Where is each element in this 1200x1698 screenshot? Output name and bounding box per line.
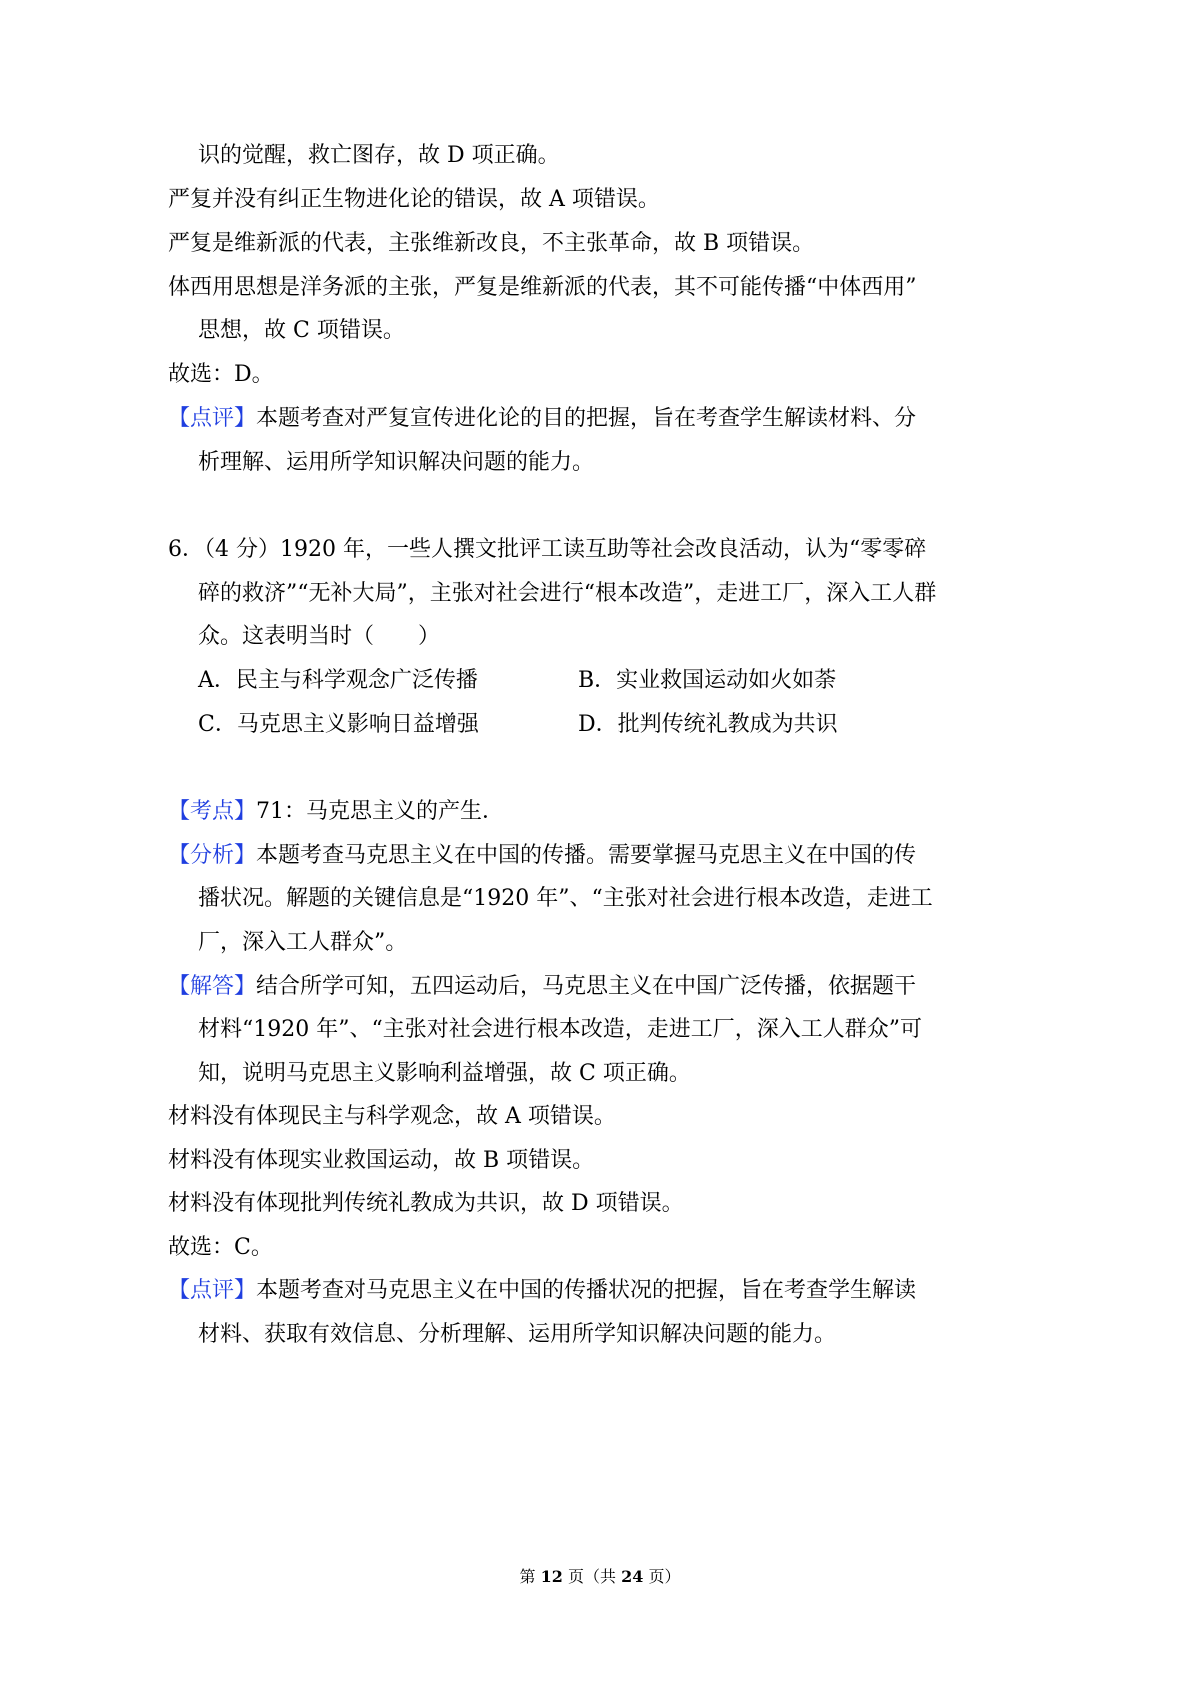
answer-line3: 知，说明马克思主义影响利益增强，故 C 项正确。 (198, 1061, 691, 1086)
q6-review-line2: 材料、获取有效信息、分析理解、运用所学知识解决问题的能力。 (198, 1322, 837, 1347)
point-text: 71：马克思主义的产生． (256, 799, 505, 824)
prev-answer-tail: 识的觉醒，救亡图存，故 D 项正确。 (198, 143, 560, 168)
answer-line1 (168, 972, 916, 1002)
footer-mid: 页（共 (567, 1567, 616, 1586)
question-6-stem-line2: 碎的救济”“无补大局”，主张对社会进行“根本改造”，走进工厂，深入工人群 (198, 581, 937, 606)
review-tag: 【点评】 (168, 1278, 257, 1303)
question-6-stem-line1: 6．（4 分）1920 年，一些人撰文批评工读互助等社会改良活动，认为“零零碎 (168, 537, 927, 562)
analysis-line2: 播状况。解题的关键信息是“1920 年”、“主张对社会进行根本改造，走进工 (198, 886, 933, 911)
footer-suffix: 页） (648, 1567, 681, 1586)
q6-wrong-a: 材料没有体现民主与科学观念，故 A 项错误。 (168, 1104, 616, 1129)
option-a: A．民主与科学观念广泛传播 (198, 668, 478, 693)
question-6-stem-line3: 众。这表明当时（ ） (198, 624, 441, 649)
prev-wrong-c-line2: 思想，故 C 项错误。 (198, 318, 405, 343)
prev-wrong-c-line1: 体西用思想是洋务派的主张，严复是维新派的代表，其不可能传播“中体西用” (168, 275, 917, 300)
answer-text: 结合所学可知，五四运动后，马克思主义在中国广泛传播，依据题干 (256, 974, 917, 999)
q6-review-text: 本题考查对马克思主义在中国的传播状况的把握，旨在考查学生解读 (256, 1278, 917, 1303)
point-tag: 【考点】 (168, 799, 257, 824)
footer-prefix: 第 (519, 1567, 536, 1586)
knowledge-point (168, 797, 504, 827)
option-d: D．批判传统礼教成为共识 (578, 712, 838, 737)
prev-choice: 故选：D。 (168, 362, 274, 387)
footer-page-number: 12 (540, 1567, 563, 1586)
prev-wrong-a: 严复并没有纠正生物进化论的错误，故 A 项错误。 (168, 187, 660, 212)
analysis-line3: 厂，深入工人群众”。 (198, 930, 408, 955)
analysis-line1 (168, 841, 916, 871)
analysis-text: 本题考查马克思主义在中国的传播。需要掌握马克思主义在中国的传 (256, 843, 917, 868)
q6-choice: 故选：C。 (168, 1235, 273, 1260)
analysis-tag: 【分析】 (168, 843, 257, 868)
prev-review-line1 (168, 404, 916, 434)
prev-wrong-b: 严复是维新派的代表，主张维新改良，不主张革命，故 B 项错误。 (168, 231, 815, 256)
answer-line2: 材料“1920 年”、“主张对社会进行根本改造，走进工厂，深入工人群众”可 (198, 1017, 922, 1042)
answer-tag: 【解答】 (168, 974, 257, 999)
review-tag: 【点评】 (168, 406, 257, 431)
q6-wrong-b: 材料没有体现实业救国运动，故 B 项错误。 (168, 1148, 595, 1173)
q6-review-line1 (168, 1276, 916, 1306)
footer-total-pages: 24 (621, 1567, 644, 1586)
prev-review-text: 本题考查对严复宣传进化论的目的把握，旨在考查学生解读材料、分 (256, 406, 917, 431)
option-c: C．马克思主义影响日益增强 (198, 712, 479, 737)
prev-review-line2: 析理解、运用所学知识解决问题的能力。 (198, 450, 595, 475)
option-b: B．实业救国运动如火如荼 (578, 668, 837, 693)
q6-wrong-d: 材料没有体现批判传统礼教成为共识，故 D 项错误。 (168, 1191, 684, 1216)
page-footer (0, 1566, 1200, 1588)
